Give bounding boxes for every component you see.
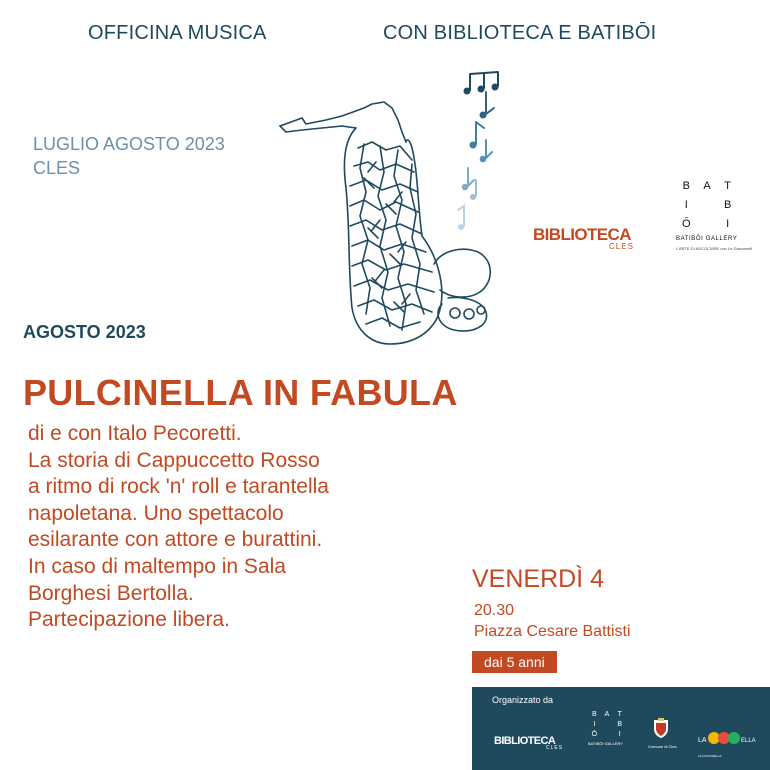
description-line: Partecipazione libera. — [28, 608, 230, 632]
event-time-place — [474, 600, 631, 642]
comune-label: Comune di Cles — [648, 744, 677, 749]
description-line: di e con Italo Pecoretti. — [28, 422, 242, 445]
batiboi-letter — [601, 731, 614, 738]
batiboi-letter: B — [723, 199, 732, 211]
batiboi-name: BATIBŌI GALLERY — [676, 236, 738, 242]
svg-text:LA: LA — [698, 737, 707, 744]
organized-by-label: Organizzato da — [492, 695, 554, 705]
batiboi-letter: B — [591, 711, 597, 718]
description-line: a ritmo di rock 'n' roll e tarantella — [28, 475, 329, 499]
batiboi-letter: A — [703, 180, 711, 192]
batiboi-letter: B — [682, 180, 690, 192]
footer-batiboi-name: BATIBŌI GALLERY — [588, 741, 623, 746]
batiboi-tagline: L'ARTE DI ASCOLTARE con Le Giacomelli — [676, 246, 753, 251]
dates-line: LUGLIO AGOSTO 2023 — [33, 134, 225, 154]
event-description — [28, 421, 329, 634]
batiboi-letter — [697, 199, 718, 211]
header-right: CON BIBLIOTECA E BATIBŌI — [383, 22, 657, 44]
event-title: PULCINELLA IN FABULA — [23, 372, 458, 413]
batiboi-letter: Ō — [682, 218, 691, 230]
biblioteca-logo — [533, 225, 634, 251]
batiboi-letter: T — [617, 711, 622, 718]
batiboi-letter: I — [618, 731, 621, 738]
saxophone-illustration — [272, 68, 512, 353]
batiboi-letter — [697, 218, 718, 230]
event-place: Piazza Cesare Battisti — [474, 623, 631, 640]
description-line: La storia di Cappuccetto Rosso — [28, 448, 320, 472]
header-left: OFFICINA MUSICA — [88, 22, 267, 44]
batiboi-letter: I — [593, 721, 596, 728]
batiboi-letter-grid — [676, 180, 738, 230]
biblioteca-wordmark: BIBLIOTECA — [533, 225, 631, 244]
dates-block — [33, 132, 225, 180]
footer-biblioteca-wordmark: BIBLIOTECA — [494, 735, 556, 747]
month-label: AGOSTO 2023 — [23, 322, 146, 342]
batiboi-letter: I — [726, 218, 730, 230]
description-line: In caso di maltempo in Sala — [28, 554, 286, 578]
organizers-banner — [472, 687, 770, 770]
lacoccinella-label: LA COCCINELLA — [698, 754, 722, 758]
batiboi-letter: I — [684, 199, 688, 211]
batiboi-letter — [601, 721, 614, 728]
batiboi-letter: Ō — [591, 731, 598, 738]
lacoccinella-logo — [698, 727, 754, 758]
description-line: Borghesi Bertolla. — [28, 581, 194, 605]
footer-batiboi-logo — [588, 711, 626, 746]
svg-text:ELLA: ELLA — [741, 738, 756, 744]
batiboi-logo — [676, 180, 753, 251]
description-line: esilarante con attore e burattini. — [28, 528, 323, 552]
batiboi-letter: A — [604, 711, 610, 718]
event-time: 20.30 — [474, 602, 515, 619]
footer-biblioteca-logo — [494, 735, 563, 751]
location-line: CLES — [33, 158, 81, 178]
comune-logo — [648, 717, 677, 749]
description-line: napoletana. Uno spettacolo — [28, 501, 284, 525]
footer-biblioteca-city: CLES — [546, 745, 564, 751]
footer-batiboi-letter-grid — [588, 711, 626, 738]
batiboi-letter: B — [617, 721, 622, 728]
age-badge: dai 5 anni — [472, 651, 557, 673]
event-day: VENERDÌ 4 — [472, 565, 604, 593]
biblioteca-city: CLES — [609, 242, 634, 251]
comune-crest-icon — [652, 717, 670, 739]
lacoccinella-mark-icon — [698, 727, 754, 749]
batiboi-letter: T — [724, 180, 732, 192]
